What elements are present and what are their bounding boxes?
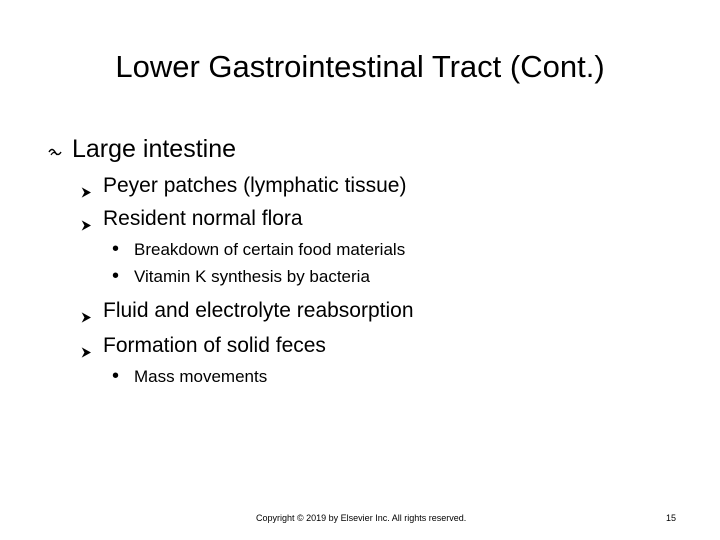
list-item-text: Fluid and electrolyte reabsorption	[103, 299, 414, 322]
footer-copyright: Copyright © 2019 by Elsevier Inc. All rights reserved.	[256, 513, 467, 523]
dot-bullet-icon: •	[112, 365, 120, 387]
dot-bullet-icon: •	[112, 238, 120, 260]
arrow-bullet-icon	[80, 305, 92, 331]
list-item-text: Formation of solid feces	[103, 334, 326, 357]
heading-text: Large intestine	[72, 135, 237, 163]
sub-list-item-text: Breakdown of certain food materials	[134, 240, 406, 259]
dot-bullet-icon: •	[112, 265, 120, 287]
arrow-bullet-icon	[80, 180, 92, 206]
list-item-text: Peyer patches (lymphatic tissue)	[103, 174, 407, 197]
arrow-bullet-icon	[80, 340, 92, 366]
footer-page-number: 15	[666, 513, 677, 523]
sub-list-item-text: Mass movements	[134, 367, 268, 386]
arrow-bullet-icon	[80, 213, 92, 239]
list-item-text: Resident normal flora	[103, 207, 303, 230]
slide-title: Lower Gastrointestinal Tract (Cont.)	[115, 49, 605, 84]
wingdings-bullet-icon	[48, 144, 64, 158]
sub-list-item-text: Vitamin K synthesis by bacteria	[134, 267, 370, 286]
